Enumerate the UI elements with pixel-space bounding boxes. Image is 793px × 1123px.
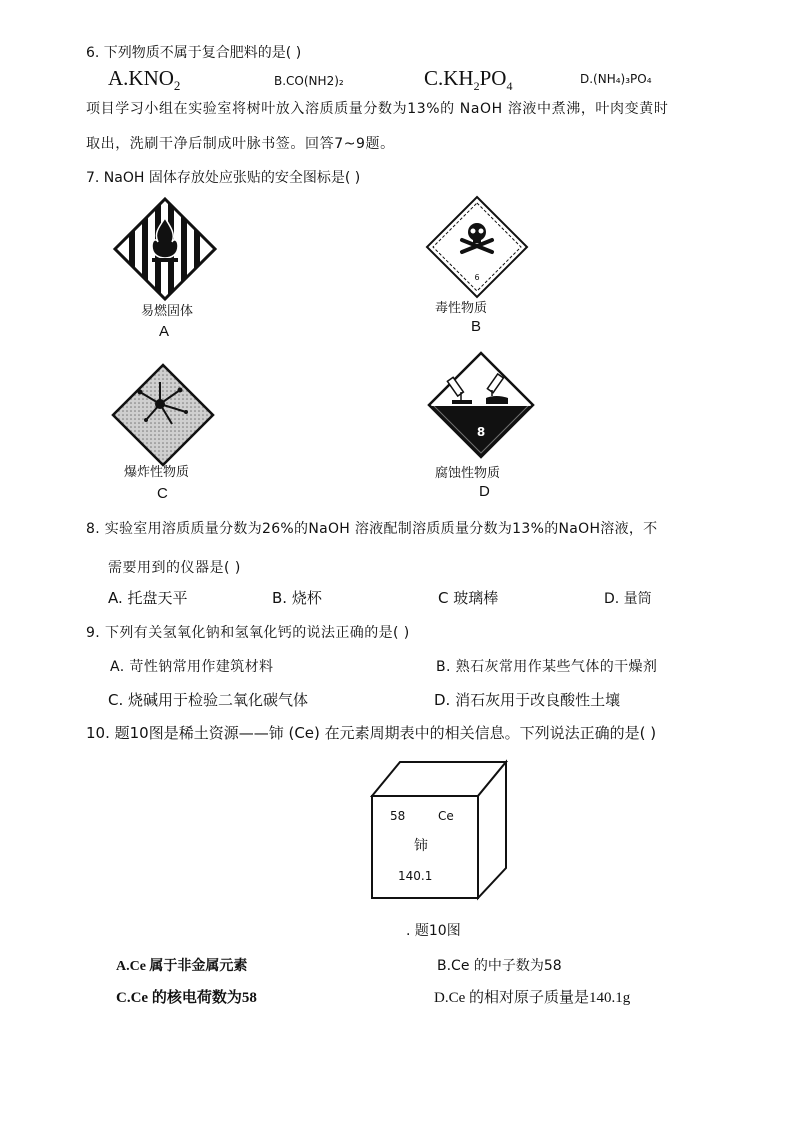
sign-a-caption: 易燃固体 — [141, 304, 194, 319]
element-name: 铈 — [414, 838, 428, 854]
corrosive-substance-sign-icon — [426, 350, 536, 460]
q10-option-d: D.Ce 的相对原子质量是140.1g — [434, 990, 631, 1006]
atomic-mass: 140.1 — [398, 869, 433, 883]
passage-line-2: 取出，洗刷干净后制成叶脉书签。回答7~9题。 — [86, 136, 395, 152]
sign-b-class-number: 6 — [474, 273, 480, 282]
q8-option-b: B. 烧杯 — [272, 589, 322, 607]
toxic-substance-sign-icon — [424, 194, 530, 300]
q10-option-a: A.Ce 属于非金属元素 — [116, 959, 248, 974]
q10-option-b: B.Ce 的中子数为58 — [437, 958, 562, 974]
sign-d-caption: 腐蚀性物质 — [435, 466, 501, 481]
q10-stem: 10. 题10图是稀土资源——铈 (Ce) 在元素周期表中的相关信息。下列说法正确的是( ) — [86, 724, 657, 742]
q8-option-d: D. 量筒 — [604, 591, 652, 607]
atomic-number: 58 — [390, 809, 406, 823]
sign-d-letter: D — [479, 483, 490, 500]
q6-stem: 6. 下列物质不属于复合肥料的是( ) — [86, 45, 302, 61]
sign-c-caption: 爆炸性物质 — [124, 465, 190, 480]
q7-stem: 7. NaOH 固体存放处应张贴的安全图标是( ) — [86, 170, 361, 186]
cerium-element-cube — [366, 758, 512, 904]
sign-b-caption: 毒性物质 — [435, 301, 488, 316]
q10-option-c: C.Ce 的核电荷数为58 — [116, 990, 257, 1006]
q9-option-b: B. 熟石灰常用作某些气体的干燥剂 — [436, 659, 658, 675]
figure-caption: . 题10图 — [406, 923, 461, 939]
sign-d-class-number: 8 — [476, 425, 486, 439]
q8-option-c: C 玻璃棒 — [438, 589, 499, 607]
sign-a-letter: A — [159, 323, 170, 340]
q9-option-c: C. 烧碱用于检验二氧化碳气体 — [108, 691, 309, 709]
q6-option-c: $C.KH_2PO_4$ — [424, 66, 513, 94]
q9-stem: 9. 下列有关氢氧化钠和氢氧化钙的说法正确的是( ) — [86, 625, 410, 641]
q9-option-d: D. 消石灰用于改良酸性土壤 — [434, 691, 621, 709]
passage-line-1: 项目学习小组在实验室将树叶放入溶质质量分数为13%的 NaOH 溶液中煮沸，叶肉变黄时 — [86, 101, 669, 117]
q6-option-b: B.CO(NH2)₂ — [274, 74, 344, 88]
q6-option-d: D.(NH₄)₃PO₄ — [580, 72, 652, 86]
q8-stem-line-1: 8. 实验室用溶质质量分数为26%的NaOH 溶液配制溶质质量分数为13%的NaOH溶液，不 — [86, 521, 658, 537]
element-symbol: Ce — [438, 809, 454, 823]
q9-option-a: A. 苛性钠常用作建筑材料 — [110, 659, 274, 675]
q8-stem-line-2: 需要用到的仪器是( ) — [108, 560, 241, 576]
flammable-solid-sign-icon — [112, 196, 218, 302]
sign-b-letter: B — [471, 318, 482, 335]
sign-c-letter: C — [157, 485, 168, 502]
explosive-substance-sign-icon — [110, 362, 216, 468]
q6-option-a: $A.KNO_2$ — [108, 66, 181, 94]
q8-option-a: A. 托盘天平 — [108, 589, 188, 607]
